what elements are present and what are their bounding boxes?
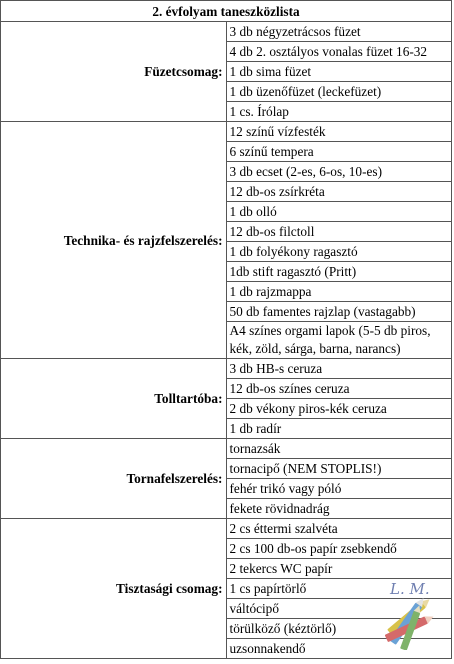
list-item: tornazsák xyxy=(226,439,452,459)
table-row xyxy=(1,519,452,539)
list-item: 4 db 2. osztályos vonalas füzet 16-32 xyxy=(226,42,452,62)
list-item: 1 db sima füzet xyxy=(226,62,452,82)
category-label: Tisztasági csomag: xyxy=(1,519,227,659)
list-item: 2 tekercs WC papír xyxy=(226,559,452,579)
list-item: 3 db ecset (2-es, 6-os, 10-es) xyxy=(226,162,452,182)
list-item: 2 db vékony piros-kék ceruza xyxy=(226,399,452,419)
list-item: 1db stift ragasztó (Pritt) xyxy=(226,262,452,282)
list-item: 3 db négyzetrácsos füzet xyxy=(226,22,452,42)
list-item: A4 színes orgami lapok (5-5 db piros, kék, zöld, sárga, barna, narancs) xyxy=(226,322,452,359)
category-label: Technika- és rajzfelszerelés: xyxy=(1,122,227,359)
list-item: 12 db-os zsírkréta xyxy=(226,182,452,202)
list-item: 6 színű tempera xyxy=(226,142,452,162)
table-row xyxy=(1,122,452,142)
list-item: 3 db HB-s ceruza xyxy=(226,359,452,379)
list-item: 12 színű vízfesték xyxy=(226,122,452,142)
table-row xyxy=(1,359,452,379)
list-item: fekete rövidnadrág xyxy=(226,499,452,519)
pencils-logo-icon xyxy=(378,578,440,650)
list-item: 1 db folyékony ragasztó xyxy=(226,242,452,262)
table-row xyxy=(1,439,452,459)
list-item: 1 db üzenőfüzet (leckefüzet) xyxy=(226,82,452,102)
logo-initials: L. M. xyxy=(390,580,430,598)
title-row xyxy=(1,1,452,22)
list-item: 1 cs. Írólap xyxy=(226,102,452,122)
category-label: Tolltartóba: xyxy=(1,359,227,439)
list-item: fehér trikó vagy póló xyxy=(226,479,452,499)
list-item: 12 db-os színes ceruza xyxy=(226,379,452,399)
list-item: 1 db radír xyxy=(226,419,452,439)
list-item: tornacipő (NEM STOPLIS!) xyxy=(226,459,452,479)
list-item: 1 db rajzmappa xyxy=(226,282,452,302)
list-item: törülköző (kéztörlő) xyxy=(226,619,452,639)
category-label: Tornafelszerelés: xyxy=(1,439,227,519)
category-label: Füzetcsomag: xyxy=(1,22,227,122)
list-item: uzsonnakendő xyxy=(226,639,452,659)
list-item: 12 db-os filctoll xyxy=(226,222,452,242)
list-item: 50 db famentes rajzlap (vastagabb) xyxy=(226,302,452,322)
list-item: 1 db olló xyxy=(226,202,452,222)
list-item: váltócipő xyxy=(226,599,452,619)
list-item: 2 cs éttermi szalvéta xyxy=(226,519,452,539)
list-item: 1 cs papírtörlő xyxy=(226,579,452,599)
list-item: 2 cs 100 db-os papír zsebkendő xyxy=(226,539,452,559)
table-row xyxy=(1,22,452,42)
list-title: 2. évfolyam taneszközlista xyxy=(1,1,452,22)
